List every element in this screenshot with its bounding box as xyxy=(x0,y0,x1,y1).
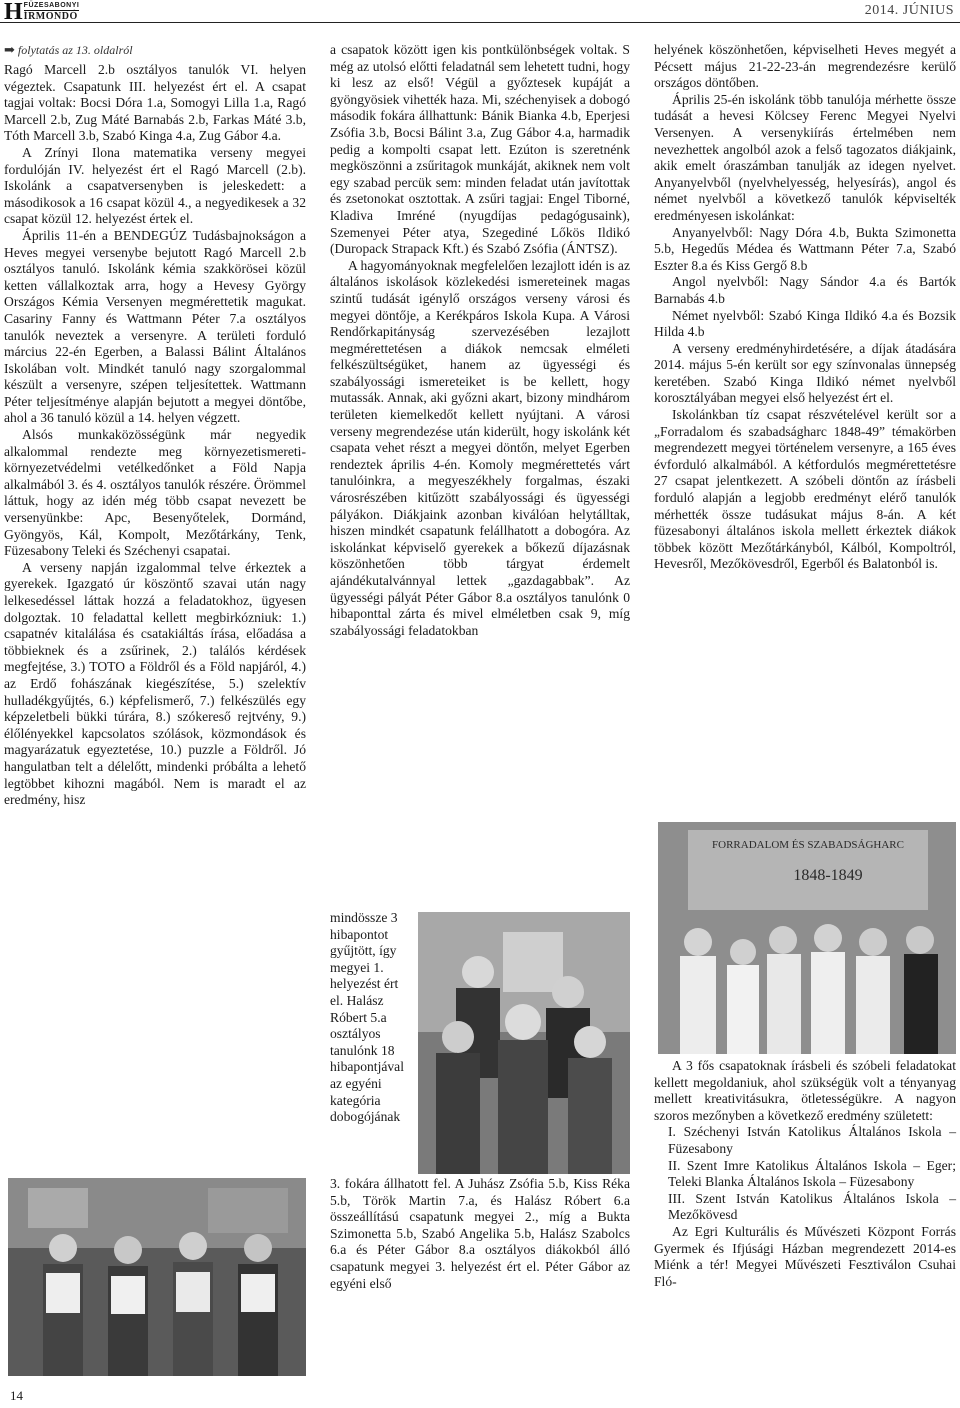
page-number: 14 xyxy=(10,1388,23,1403)
column-1 xyxy=(4,62,306,809)
article-paragraph: Angol nyelvből: Nagy Sándor 4.a és Bartók Barnabás 4.b xyxy=(654,274,956,306)
article-paragraph: Német nyelvből: Szabó Kinga Ildikó 4.a és Bozsik Hilda 4.b xyxy=(654,307,956,340)
article-paragraph: Anyanyelvből: Nagy Dóra 4.b, Bukta Szimonetta 5.b, Hegedűs Médea és Wattmann Péter 7.a, Szabó Eszter 8.a és Kiss Gergő 8.b xyxy=(654,224,956,273)
article-paragraph: Április 11-én a BENDEGÚZ Tudásbajnokságon a Heves megyei versenybe bejutott Ragó Marcell 2.b osztályos tanuló. Iskolánk kémia szakkörösei közül ketten vállalkoztak arra, hogy a Hevesy György Országos Kémia Versenyen megmérettetik magukat. Casariny Fanny és Wattmann Péter 7.a osztályos tanulók neveztek a versenyre. A területi forduló március 22-én Egerben, a Balassi Bálint Általános Iskolában volt. Mindkét tanuló nagy szorgalommal készült a versenyre, szépen teljesítettek. Wattmann Péter teljesítménye alapján bejutott a megyei döntőbe, ahol a 36 tanuló közül a 14. helyen végzett. xyxy=(4,227,306,426)
article-paragraph: A verseny eredményhirdetésére, a díjak átadására 2014. május 5-én került sor egy színvonalas ünnepség keretében. Szabó Kinga Ildikó német nyelvből korosztályában megyei első helyezést ért el. xyxy=(654,340,956,406)
photo-history-competition xyxy=(658,822,956,1054)
article-paragraph: A verseny napján izgalommal telve érkeztek a gyerekek. Igazgató úr köszöntő szavai után nagy lelkesedéssel láttak hozzá a feladatokhoz, ügyesen dolgoztak. 10 feladattal kellett megbirkózniuk: 1.) csapatnév kitalálása és csatakiáltás írása, előadása a többieknek és a zsűrinek, 2.) találós kérdések megfejtése, 3.) TOTO a Földről és a Föld napjáról, 4.) az Erdő fohászának kiegészítése, 5.) szelektív hulladékgyűjtés, 6.) képfelismerő, 7.) felkészülés egy képzeletbeli bükki túrára, 8.) szókereső rejtvény, 9.) élőlényekkel kapcsolatos szólások, közmondások és magyarázatuk egyeztetése, 10.) puzzle a Földről. Jó hangulatban telt a délelőtt, mindenki próbálta a lehető legtöbbet kihozni magából. Nem is maradt el az eredmény, hisz xyxy=(4,559,306,808)
article-paragraph: Iskolánkban tíz csapat részvételével került sor a „Forradalom és szabadságharc 1848-49” témakörben megrendezett megyei történelem versenyre, a 165 éves évforduló alkalmából. A kétfordulós megmérettetésre 27 csapat jelentkezett. A szóbeli döntőn az írásbeli forduló alapján a legjobb eredményt elérő tanulók mérhették össze tudásukat május 8-án. A két füzesabonyi általános iskola mellett érkeztek diákok többek között Mezőtárkányból, Kálból, Kompoltról, Hevesről, Mezőkövesdről, Egerből és Balatonból is. xyxy=(654,407,956,572)
article-paragraph: helyének köszönhetően, képviselheti Heves megyét a Pécsett május 21-22-23-án megrendezésre kerülő országos döntőben. xyxy=(654,42,956,91)
continuation-note xyxy=(4,42,133,58)
photo-children-diplomas xyxy=(8,1178,306,1376)
logo-bottom-text: ÍRMONDÓ xyxy=(23,11,78,22)
arrow-right-icon: ➡ xyxy=(4,42,15,57)
column-3 xyxy=(654,42,956,573)
column-2 xyxy=(330,42,630,639)
column-3-bottom xyxy=(654,1058,956,1290)
article-paragraph: Ragó Marcell 2.b osztályos tanulók VI. helyen végeztek. Csapatunk III. helyezést ért el. A csapat tagjai voltak: Bocsi Dóra 1.a, Somogyi Lilla 1.a, Ragó Marcell 2.b, Zug Máté Barnabás 2.b, Farkas Máté 3.b, Tóth Marcell 3.b, Szabó Kinga 4.a, Zug Gábor 4.a. xyxy=(4,62,306,144)
article-paragraph: mindössze 3 hibapontot gyűjtött, így megyei 1. helyezést ért el. Halász Róbert 5.a osztályos tanulónk 18 hibapontjával az egyéni kategória dobogójának xyxy=(330,910,404,1125)
article-paragraph: Április 25-én iskolánk több tanulója mérhette össze tudását a hevesi Kölcsey Ferenc Megyei Nyelvi Versenyen. A versenykiírás értelmében nem nevezhettek angolból azok a felső tagozatos diákjaink, akik emelt óraszámban tanulják az idegen nyelvet. Anyanyelvből (nyelvhelyesség, helyesírás), angol és német nyelvből a következő tanulók képviselték eredményesen iskolánkat: xyxy=(654,91,956,223)
logo-top-text: FÜZESABONYI xyxy=(23,2,80,9)
photo-history-graphic xyxy=(658,822,956,1054)
article-paragraph: A 3 fős csapatoknak írásbeli és szóbeli feladatokat kellett megoldaniuk, ahol szükségük volt a tényanyag mellett kreativitásukra, ötletességükre. A nagyon szoros mezőnyben a következő eredmény született: xyxy=(654,1058,956,1123)
column-2-bottom xyxy=(330,1176,630,1292)
page-header xyxy=(0,0,960,23)
article-paragraph: 3. fokára állhatott fel. A Juhász Zsófia 5.b, Kiss Réka 5.b, Török Martin 7.a, és Halász Róbert 6.a összeállítású csapatunk megyei 2., míg a Bukta Szimonetta 5.b, Szabó Angelika 5.b, Halász Szabolcs 6.a és Péter Gábor 8.a osztályos diákokból álló csapatunk megyei 3. helyezést ért el. Péter Gábor az egyéni első xyxy=(330,1176,630,1291)
photo-banner-years: 1848-1849 xyxy=(793,867,863,884)
article-paragraph: A hagyományoknak megfelelően lezajlott idén is az általános iskolások közlekedési ismereteinek magas szintű tudását igénylő országos verseny városi és megyei döntője, a Kerékpáros Iskola Kupa. A Városi Rendőrkapitányság szervezésében lezajlott megmérettetésen a diákok nemcsak elméleti felkészültségüket, hanem az ügyességi és szabályossági ismereteiket is be kellett, hogy mutassák. Annak, aki győzni akart, bizony mindhárom területen kiemelkedőt kellett nyújtani. A városi verseny megrendezése után kiderült, hogy iskolánk két csapata vehet részt a megyei döntőn, melyet Egerben rendeztek április 4-én. Komoly megmérettetés várt tanulóinkra, a megyeszékhely forgalmas, északi városrészében kitűzött szabályossági és ügyességi pályákon. Diákjaink azonban kiválóan helytálltak, hiszen mindkét csapatunk felállhatott a dobogóra. Az iskolánkat képviselő gyerekek a bőkezű díjazásnak köszönhetően több tárgyat érdemelt ajándékutalvánnyal lettek „gazdagabbak”. Az ügyességi pályát Péter Gábor 8.a osztályos tanulónk 0 hibaponttal zárta és mivel elméletben csak 9, míg szabályossági feladatokban xyxy=(330,257,630,638)
result-item: II. Szent Imre Katolikus Általános Iskola – Eger; Teleki Blanka Általános Iskola – Füzesabony xyxy=(668,1157,956,1190)
results-list xyxy=(654,1124,956,1224)
result-item: I. Széchenyi István Katolikus Általános Iskola – Füzesabony xyxy=(668,1124,956,1156)
article-paragraph: a csapatok között igen kis pontkülönbségek voltak. S még az utolsó előtti feladatnál sem lehetett tudni, hogy ki lesz az első! Végül a győztesek kupáját a gyöngyösiek vihették haza. Mi, széchenyisek a dobogó második fokára állhattunk: Bánik Bianka 4.b, Eperjesi Zsófia 3.b, Bocsi Bálint 3.a, Zug Gábor 4.a, harmadik pedig a kompolti csapat lett. Ezúton is szeretnénk megköszönni a zsűritagok munkáját, akiknek nem volt egy szabad percük sem: minden feladat után javítottak és zsetonokat osztottak. A zsűri tagjai: Engel Tiborné, Kladiva Imréné (nyugdíjas pedagógusaink), Szemenyei Péter atya, Szegediné Lőkös Ildikó (Duropack Strapack Kft.) és Szabó Zsófia (ÁNTSZ). xyxy=(330,42,630,257)
photo-students-group xyxy=(418,912,630,1174)
result-item: III. Szent István Katolikus Általános Iskola – Mezőkövesd xyxy=(668,1190,956,1223)
article-paragraph: Alsós munkaközösségünk már negyedik alkalommal rendezte meg környezetismereti-környezetvédelmi vetélkedőnket a Föld Napja alkalmából 3. és 4. osztályos tanulók részére. Örömmel láttuk, hogy az idén még több csapat nevezett be versenyünkbe: Apc, Besenyőtelek, Dormánd, Gyöngyös, Kál, Kompolt, Mezőtárkány, Tenk, Füzesabony Teleki és Széchenyi csapatai. xyxy=(4,427,306,559)
issue-date: 2014. JÚNIUS xyxy=(864,3,954,18)
photo-banner-text: FORRADALOM ÉS SZABADSÁGHARC xyxy=(712,839,904,851)
newspaper-logo xyxy=(4,1,79,23)
article-paragraph: A Zrínyi Ilona matematika verseny megyei fordulóján IV. helyezést ért el Ragó Marcell (2.b). Iskolánk a csapatversenyben is jeleskedett: a másodikosok a 16 csapat közül 4., a negyedikesek a 32 csapat közül 12. helyezést értek el. xyxy=(4,144,306,227)
logo-letter: H xyxy=(4,0,23,25)
column-2-wrap xyxy=(330,910,410,1126)
continuation-text: folytatás az 13. oldalról xyxy=(17,43,133,57)
photo-students-graphic xyxy=(418,912,630,1174)
article-paragraph: Az Egri Kulturális és Művészeti Központ Forrás Gyermek és Ifjúsági Házban megrendezett 2014-es Miénk a tér! Megyei Művészeti Fesztiválon Csuhai Fló- xyxy=(654,1223,956,1289)
photo-children-graphic xyxy=(8,1178,306,1376)
